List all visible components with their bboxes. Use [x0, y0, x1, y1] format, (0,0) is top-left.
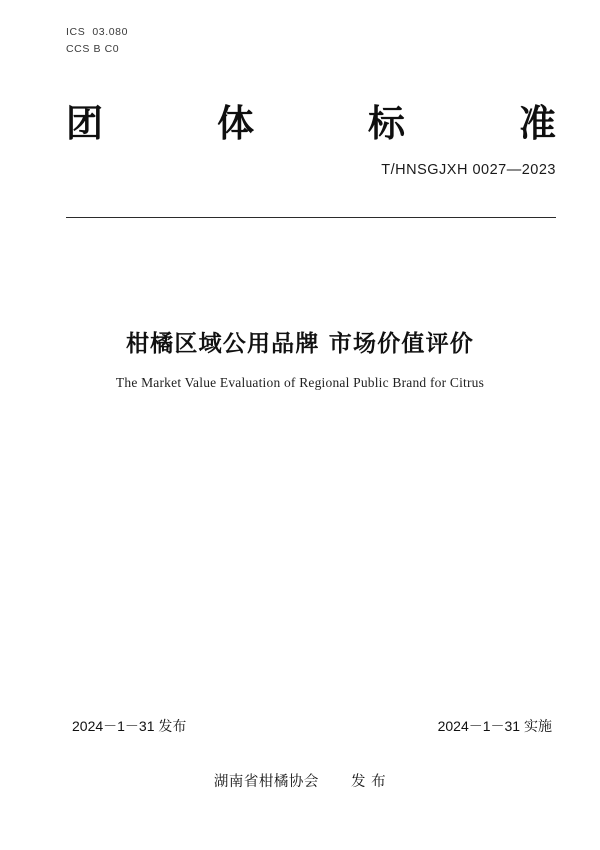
document-title-chinese: 柑橘区域公用品牌 市场价值评价	[125, 331, 474, 357]
document-title-english: The Market Value Evaluation of Regional Public Brand for Citrus	[115, 375, 485, 390]
header-divider	[66, 217, 556, 218]
classification-codes	[66, 24, 128, 58]
standard-type-char-1: 团	[66, 102, 103, 145]
issuer-action: 发 布	[351, 774, 387, 790]
standard-number: T/HNSGJXH 0027—2023	[381, 162, 556, 178]
standard-type-heading	[66, 102, 556, 146]
ics-code: ICS 03.080	[66, 26, 129, 38]
standard-type-char-2: 体	[217, 102, 254, 145]
issue-date: 2024－1－31 发布	[72, 718, 187, 734]
standard-type-char-3: 标	[368, 102, 405, 145]
issuer-name: 湖南省柑橘协会	[213, 774, 319, 790]
ccs-code: CCS B C0	[66, 43, 120, 55]
implementation-date: 2024－1－31 实施	[437, 718, 552, 734]
issuer-line	[0, 770, 600, 791]
standard-type-char-4: 准	[519, 102, 556, 145]
